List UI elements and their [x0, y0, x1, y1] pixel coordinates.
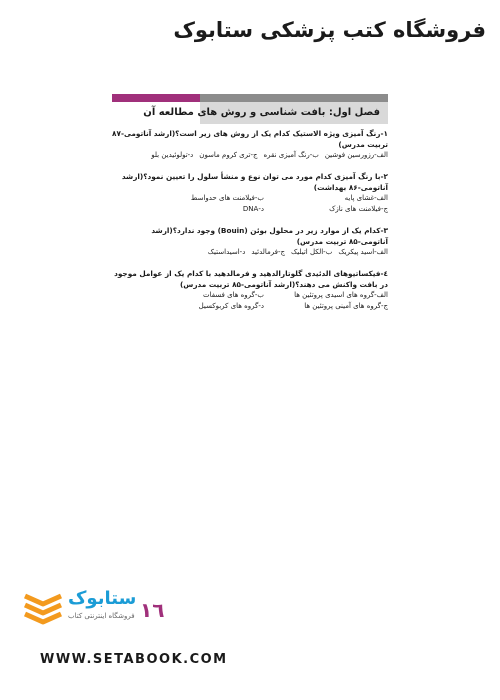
option-a: الف-گروه های اسیدی پروتئین ها: [294, 291, 388, 299]
question-3: [112, 225, 388, 258]
question-text: ۱-رنگ آمیزی ویژه الاستیک کدام یک از روش های زیر است؟(ارشد آناتومی-۸۷ تربیت مدرس): [112, 129, 388, 149]
option-a: الف-رزورسین فوشین: [324, 151, 388, 159]
option-d: د-DNA: [242, 205, 264, 213]
question-4: [112, 268, 388, 312]
chapter-heading: فصل اول: بافت شناسی و روش های مطالعه آن: [200, 102, 388, 124]
question-2: [112, 171, 388, 215]
chapter-bar: [112, 94, 388, 102]
option-a: الف-اسید پیکریک: [338, 248, 388, 256]
chapter-bar-accent: [112, 94, 200, 102]
option-c: ج-گروه های آمینی پروتئین ها: [304, 302, 388, 310]
options-row: [112, 204, 388, 215]
question-text: ۲-با رنگ آمیزی کدام مورد می توان نوع و منشأ سلول را تعیین نمود؟(ارشد آناتومی-۸۶ بهداشت): [121, 172, 388, 192]
option-b: ب-الکل اتیلیک: [291, 248, 333, 256]
options-row: [112, 150, 388, 161]
option-b: ب-فیلامنت های حدواسط: [190, 194, 264, 202]
option-c: ج-تری کروم ماسون: [199, 151, 258, 159]
option-a: الف-غشای پایه: [344, 194, 388, 202]
option-d: د-گروه های کربوکسیل: [198, 302, 264, 310]
store-title: فروشگاه کتب پزشکی ستابوک: [173, 18, 486, 42]
question-text: ۳-کدام یک از موارد زیر در محلول بوئن (Bouin) وجود ندارد؟(ارشد آناتومی-۸۵ تربیت مدرس): [151, 226, 388, 246]
options-row: [112, 193, 388, 204]
question-list: [112, 128, 388, 322]
options-row: [112, 290, 388, 301]
logo-subtitle: فروشگاه اینترنتی کتاب: [68, 612, 135, 620]
option-c: ج-فیلامنت های نازک: [329, 205, 388, 213]
book-stack-icon: [22, 588, 64, 628]
option-d: د-تولوئیدین بلو: [151, 151, 194, 159]
question-text: ٤-فیکساتیوهای الدئیدی گلوتارالدهید و فرمالدهید با کدام یک از عوامل موجود در بافت واکنش می دهند؟(ارشد آناتومی-۸۵ تربیت مدرس): [114, 269, 388, 289]
option-b: ب-گروه های فسفات: [203, 291, 264, 299]
option-d: د-اسیداستیک: [207, 248, 246, 256]
options-row: [112, 301, 388, 312]
website-url[interactable]: WWW.SETABOOK.COM: [40, 652, 228, 667]
option-b: ب-رنگ آمیزی نقره: [263, 151, 319, 159]
question-1: [112, 128, 388, 161]
option-c: ج-فرمالدئید: [251, 248, 286, 256]
options-row: [112, 247, 388, 258]
page-number: ۱٦: [140, 598, 165, 622]
chapter-bar-gray: [200, 94, 388, 102]
logo-name: ستابوک: [68, 588, 137, 609]
